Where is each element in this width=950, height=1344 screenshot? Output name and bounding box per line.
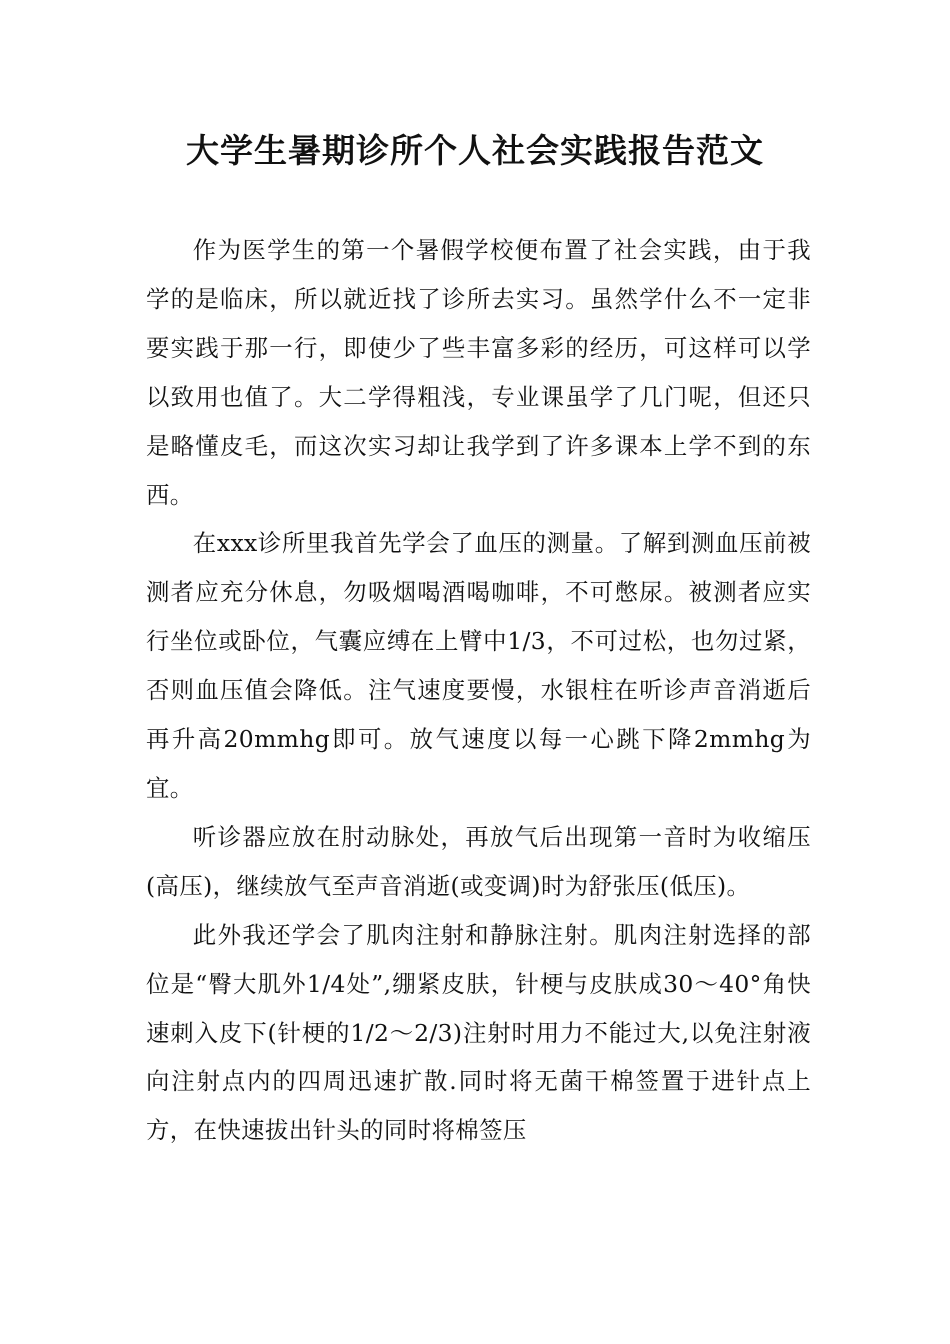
paragraph-intro: 作为医学生的第一个暑假学校便布置了社会实践，由于我学的是临床，所以就近找了诊所去实习。虽然学什么不一定非要实践于那一行，即使少了些丰富多彩的经历，可这样可以学以致用也值了。大二学得粗浅，专业课虽学了几门呢，但还只是略懂皮毛，而这次实习却让我学到了许多课本上学不到的东西。 — [146, 236, 811, 509]
paragraph-stethoscope: 听诊器应放在肘动脉处，再放气后出现第一音时为收缩压(高压)，继续放气至声音消逝(或变调)时为舒张压(低压)。 — [146, 822, 811, 900]
document-title: 大学生暑期诊所个人社会实践报告范文 — [186, 131, 764, 170]
paragraph-injection: 此外我还学会了肌肉注射和静脉注射。肌肉注射选择的部位是“臀大肌外1/4处”,绷紧皮肤，针梗与皮肤成30～40°角快速刺入皮下(针梗的1/2～2/3)注射时用力不能过大,以免注射液向注射点内的四周迅速扩散.同时将无菌干棉签置于进针点上方，在快速拔出针头的同时将棉签压 — [146, 920, 811, 1145]
document-body — [146, 226, 811, 1155]
paragraph-blood-pressure: 在xxx诊所里我首先学会了血压的测量。了解到测血压前被测者应充分休息，勿吸烟喝酒喝咖啡，不可憋尿。被测者应实行坐位或卧位，气囊应缚在上臂中1/3，不可过松，也勿过紧，否则血压值会降低。注气速度要慢，水银柱在听诊声音消逝后再升高20mmhg即可。放气速度以每一心跳下降2mmhg为宜。 — [146, 529, 811, 802]
